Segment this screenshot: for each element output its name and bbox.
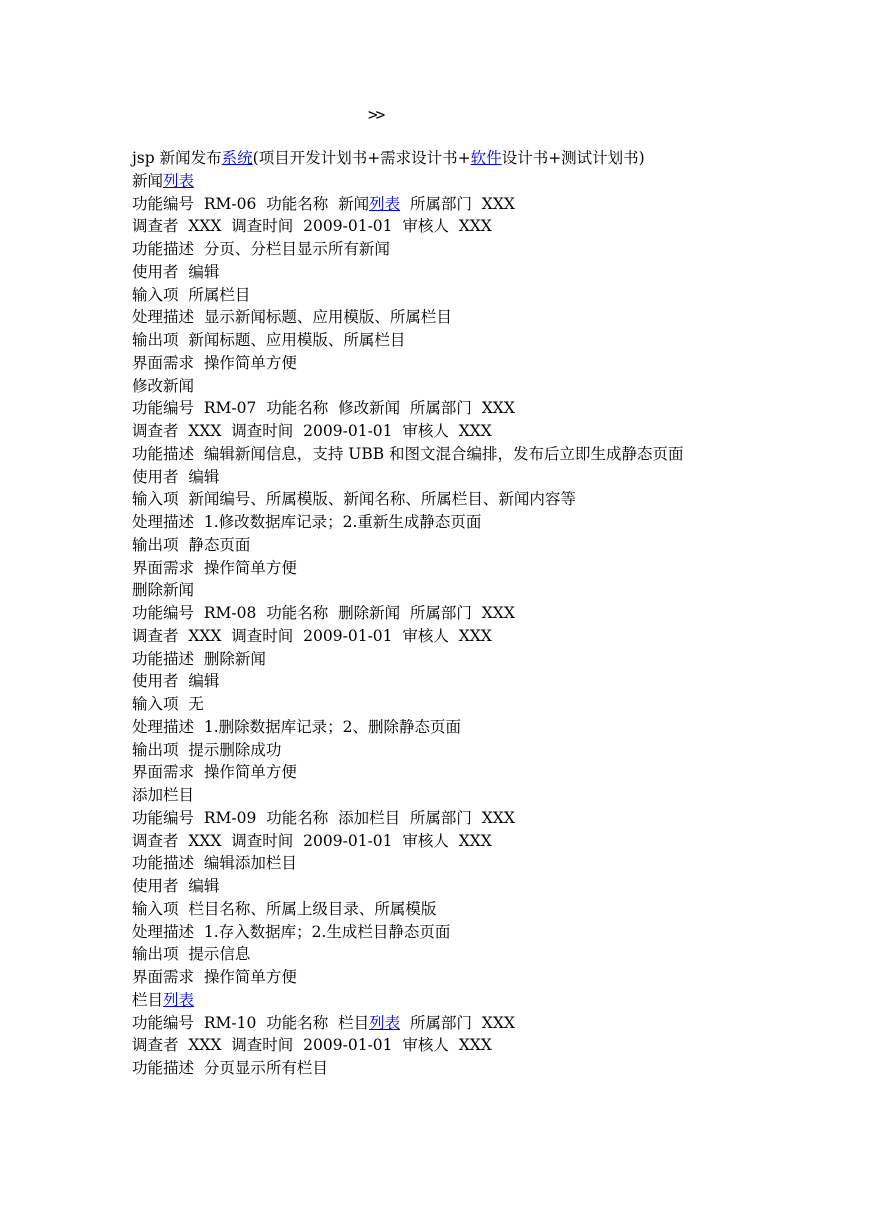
input-line: 输入项 无 <box>132 695 204 713</box>
output-line: 输出项 新闻标题、应用模版、所属栏目 <box>132 331 406 349</box>
user-line: 使用者 编辑 <box>132 262 220 281</box>
surveyor-line: 调查者 XXX 调查时间 2009-01-01 审核人 XXX <box>132 831 492 850</box>
link-list[interactable]: 列表 <box>369 1013 401 1032</box>
link-list[interactable]: 列表 <box>163 171 195 190</box>
user-line: 使用者 编辑 <box>132 467 220 486</box>
input-line: 输入项 栏目名称、所属上级目录、所属模版 <box>132 899 437 918</box>
output-line: 输出项 静态页面 <box>132 535 251 554</box>
function-info-line: 功能编号 RM-07 功能名称 修改新闻 所属部门 XXX <box>132 399 515 418</box>
section-heading-edit-news: 修改新闻 <box>132 376 195 395</box>
link-list[interactable]: 列表 <box>163 990 195 1009</box>
function-description: 功能描述 分页显示所有栏目 <box>132 1059 328 1077</box>
link-system[interactable]: 系统 <box>221 149 253 167</box>
output-line: 输出项 提示信息 <box>132 945 251 964</box>
ui-requirement-line: 界面需求 操作简单方便 <box>132 353 297 372</box>
ui-requirement-line: 界面需求 操作简单方便 <box>132 558 297 577</box>
surveyor-line: 调查者 XXX 调查时间 2009-01-01 审核人 XXX <box>132 1036 492 1055</box>
processing-line: 处理描述 1.修改数据库记录；2.重新生成静态页面 <box>132 513 482 531</box>
surveyor-line: 调查者 XXX 调查时间 2009-01-01 审核人 XXX <box>132 422 492 440</box>
user-line: 使用者 编辑 <box>132 672 220 691</box>
link-list[interactable]: 列表 <box>369 194 401 213</box>
section-heading-delete-news: 删除新闻 <box>132 581 195 600</box>
function-info-line: 功能编号 RM-09 功能名称 添加栏目 所属部门 XXX <box>132 808 515 827</box>
function-description: 功能描述 删除新闻 <box>132 649 266 668</box>
ui-requirement-line: 界面需求 操作简单方便 <box>132 968 297 986</box>
function-info-line: 功能编号 RM-06 功能名称 新闻列表 所属部门 XXX <box>132 194 515 213</box>
document-title: jsp 新闻发布系统(项目开发计划书+需求设计书+软件设计书+测试计划书) <box>132 149 645 167</box>
function-description: 功能描述 编辑新闻信息，支持 UBB 和图文混合编排，发布后立即生成静态页面 <box>132 444 684 463</box>
link-software[interactable]: 软件 <box>470 149 502 167</box>
surveyor-line: 调查者 XXX 调查时间 2009-01-01 审核人 XXX <box>132 217 492 236</box>
input-line: 输入项 新闻编号、所属模版、新闻名称、所属栏目、新闻内容等 <box>132 490 576 509</box>
user-line: 使用者 编辑 <box>132 877 220 895</box>
output-line: 输出项 提示删除成功 <box>132 740 282 759</box>
processing-line: 处理描述 1.存入数据库；2.生成栏目静态页面 <box>132 922 451 941</box>
function-info-line: 功能编号 RM-08 功能名称 删除新闻 所属部门 XXX <box>132 604 515 622</box>
document-body <box>132 147 742 1080</box>
input-line: 输入项 所属栏目 <box>132 285 251 304</box>
ui-requirement-line: 界面需求 操作简单方便 <box>132 763 297 782</box>
section-heading-news-list: 新闻列表 <box>132 171 195 190</box>
processing-line: 处理描述 显示新闻标题、应用模版、所属栏目 <box>132 308 452 327</box>
processing-line: 处理描述 1.删除数据库记录；2、删除静态页面 <box>132 717 462 736</box>
function-description: 功能描述 分页、分栏目显示所有新闻 <box>132 240 390 258</box>
function-info-line: 功能编号 RM-10 功能名称 栏目列表 所属部门 XXX <box>132 1013 515 1032</box>
section-heading-add-column: 添加栏目 <box>132 786 195 804</box>
function-description: 功能描述 编辑添加栏目 <box>132 854 297 873</box>
next-page-link[interactable]: >> <box>368 105 384 124</box>
section-heading-column-list: 栏目列表 <box>132 990 195 1009</box>
surveyor-line: 调查者 XXX 调查时间 2009-01-01 审核人 XXX <box>132 626 492 645</box>
